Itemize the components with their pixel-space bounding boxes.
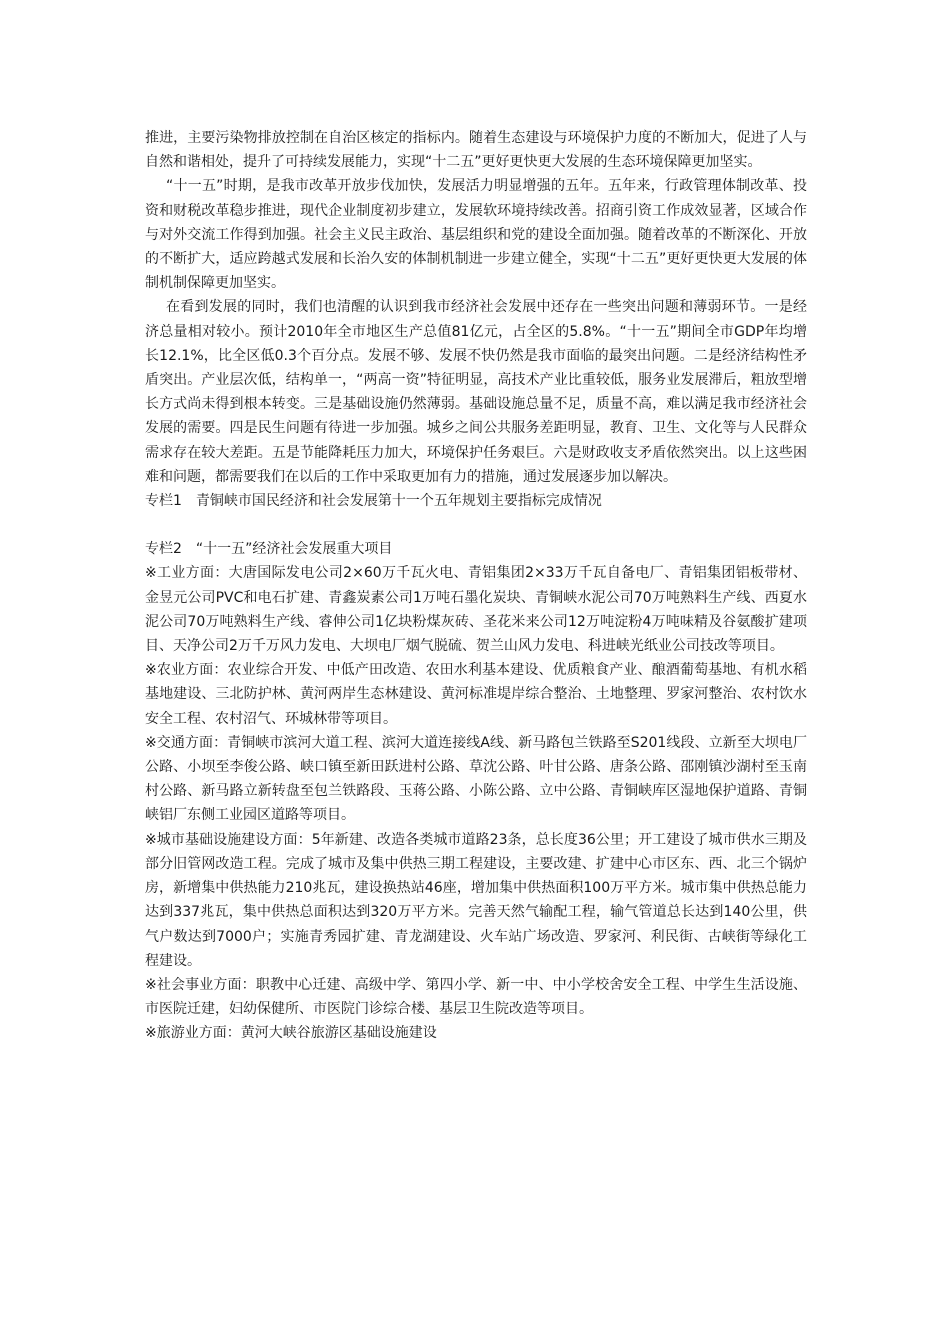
project-agriculture: ※农业方面：农业综合开发、中低产田改造、农田水利基本建设、优质粮食产业、酿酒葡萄基地、有机水稻基地建设、三北防护林、黄河两岸生态林建设、黄河标准堤岸综合整治、土地整理、罗家河整治、农村饮水安全工程、农村沼气、环城林带等项目。 bbox=[145, 662, 807, 727]
project-tourism: ※旅游业方面：黄河大峡谷旅游区基础设施建设 bbox=[145, 1025, 437, 1042]
column1-caption: 专栏1 青铜峡市国民经济和社会发展第十一个五年规划主要指标完成情况 bbox=[145, 493, 602, 510]
column2-caption: 专栏2 “十一五”经济社会发展重大项目 bbox=[145, 541, 393, 558]
document-page bbox=[145, 126, 807, 1046]
project-social: ※社会事业方面：职教中心迁建、高级中学、第四小学、新一中、中小学校舍安全工程、中学生生活设施、市医院迁建，妇幼保健所、市医院门诊综合楼、基层卫生院改造等项目。 bbox=[145, 976, 807, 1018]
paragraph-ecology: 推进，主要污染物排放控制在自治区核定的指标内。随着生态建设与环境保护力度的不断加大，促进了人与自然和谐相处，提升了可持续发展能力，实现“十二五”更好更快更大发展的生态环境保障更加坚实。 bbox=[145, 130, 807, 171]
project-industry: ※工业方面：大唐国际发电公司2×60万千瓦火电、青铝集团2×33万千瓦自备电厂、青铝集团铝板带材、金昱元公司PVC和电石扩建、青鑫炭素公司1万吨石墨化炭块、青铜峡水泥公司70万吨熟料生产线、西夏水泥公司70万吨熟料生产线、睿伸公司1亿块粉煤灰砖、圣花米来公司12万吨淀粉4万吨味精及谷氨酸扩建项目、天净公司2万千万风力发电、大坝电厂烟气脱硫、贺兰山风力发电、科进峡光纸业公司技改等项目。 bbox=[145, 565, 807, 655]
table-placeholder-spacer bbox=[145, 513, 807, 537]
project-transport: ※交通方面：青铜峡市滨河大道工程、滨河大道连接线A线、新马路包兰铁路至S201线段、立新至大坝电厂公路、小坝至李俊公路、峡口镇至新田跃进村公路、草沈公路、叶甘公路、唐条公路、邵刚镇沙湖村至玉南村公路、新马路立新转盘至包兰铁路段、玉蒋公路、小陈公路、立中公路、青铜峡库区湿地保护道路、青铜峡铝厂东侧工业园区道路等项目。 bbox=[145, 734, 807, 824]
project-urban: ※城市基础设施建设方面：5年新建、改造各类城市道路23条，总长度36公里；开工建设了城市供水三期及部分旧管网改造工程。完成了城市及集中供热三期工程建设，主要改建、扩建中心市区东、西、北三个锅炉房，新增集中供热能力210兆瓦，建设换热站46座，增加集中供热面积100万平方米。城市集中供热总能力达到337兆瓦，集中供热总面积达到320万平方米。完善天然气输配工程，输气管道总长达到140公里，供气户数达到7000户；实施青秀园扩建、青龙湖建设、火车站广场改造、罗家河、利民街、古峡街等绿化工程建设。 bbox=[145, 831, 807, 969]
paragraph-problems: 在看到发展的同时，我们也清醒的认识到我市经济社会发展中还存在一些突出问题和薄弱环节。一是经济总量相对较小。预计2010年全市地区生产总值81亿元，占全区的5.8%。“十一五”期间全市GDP年均增长12.1%，比全区低0.3个百分点。发展不够、发展不快仍然是我市面临的最突出问题。二是经济结构性矛盾突出。产业层次低，结构单一，“两高一资”特征明显，高技术产业比重较低，服务业发展滞后，粗放型增长方式尚未得到根本转变。三是基础设施仍然薄弱。基础设施总量不足，质量不高，难以满足我市经济社会发展的需要。四是民生问题有待进一步加强。城乡之间公共服务差距明显，教育、卫生、文化等与人民群众需求存在较大差距。五是节能降耗压力加大，环境保护任务艰巨。六是财政收支矛盾依然突出。以上这些困难和问题，都需要我们在以后的工作中采取更加有力的措施，通过发展逐步加以解决。 bbox=[145, 299, 807, 485]
paragraph-reform: “十一五”时期，是我市改革开放步伐加快，发展活力明显增强的五年。五年来，行政管理体制改革、投资和财税改革稳步推进，现代企业制度初步建立，发展软环境持续改善。招商引资工作成效显著，区域合作与对外交流工作得到加强。社会主义民主政治、基层组织和党的建设全面加强。随着改革的不断深化、开放的不断扩大，适应跨越式发展和长治久安的体制机制进一步建立健全，实现“十二五”更好更快更大发展的体制机制保障更加坚实。 bbox=[145, 178, 807, 292]
